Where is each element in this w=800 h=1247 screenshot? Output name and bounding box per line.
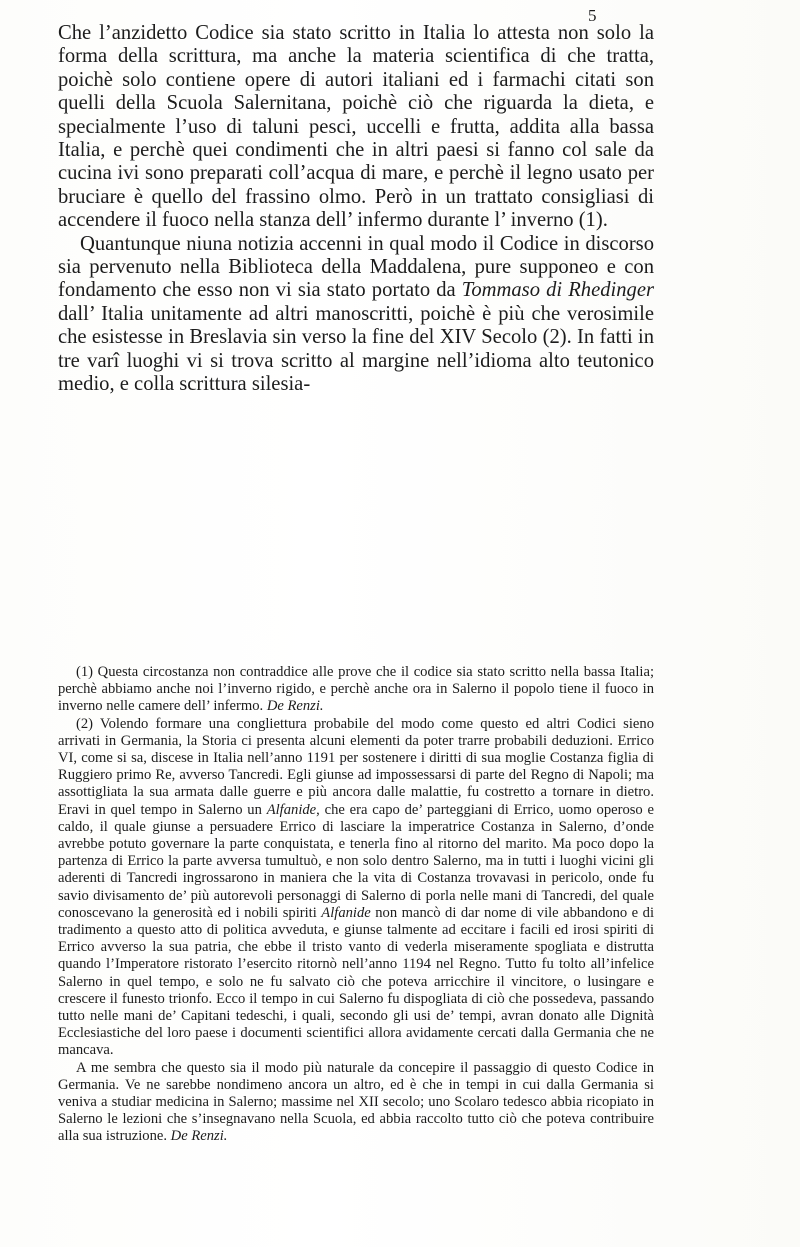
- paragraph-2-text-start: Quantunque niuna notizia accenni in qual modo il Codice in discorso sia pervenuto nella Biblioteca della Maddalena, pure supponeo e con fondamento che esso non vi sia stato portato da: [58, 232, 654, 302]
- footnote-2-continued: [58, 1060, 654, 1146]
- page-number: 5: [588, 6, 597, 25]
- paragraph-1-text: Che l’anzidetto Codice sia stato scritto in Italia lo attesta non solo la forma della scrittura, ma anche la materia scientifica di che tratta, poichè solo contiene opere di autori italiani ed i farmachi citati son quelli della Scuola Salernitana, poichè ciò che riguarda la dieta, e specialmente l’uso di taluni pesci, uccelli e frutta, addita alla bassa Italia, e perchè quei condimenti che in altri paesi si fanno col sale da cucina ivi sono preparati coll’acqua di mare, e perchè il legno usato per bruciare è quello del frassino olmo. Però in un trattato consigliasi di accendere il fuoco nella stanza dell’ infermo durante l’ inverno (1).: [58, 22, 654, 232]
- person-name-alfanide: Alfanide: [266, 801, 317, 818]
- footnote-1-text: (1) Questa circostanza non contraddice alle prove che il codice sia stato scritto nella bassa Italia; perchè abbiamo anche noi l’inverno rigido, e perchè anche ora in Salerno il popolo tiene il fuoco in inverno nelle camere dell’ infermo.: [58, 664, 654, 715]
- footnote-2-text-b: , che era capo de’ parteggiani di Errico, uomo operoso e caldo, il quale giunse a persuadere Errico di lasciare la imperatrice Costanza in Salerno, d’onde avrebbe potuto governare la parte conquistata, e tenerla fino al ritorno del marito. Ma poco dopo la partenza di Errico la parte avversa tumultuò, e non solo dentro Salerno, ma in tutti i luoghi vicini gli aderenti di Tancredi ingrossarono in maniera che la vita di Costanza trovavasi in pericolo, onde fu savio divisamento de’ più autorevoli personaggi di Salerno di porla nelle mani di Tancredi, del quale conoscevano la generosità ed i nobili spiriti: [58, 801, 655, 921]
- footnotes: [58, 664, 654, 1146]
- person-name-rhedinger: Tommaso di Rhedinger: [461, 279, 654, 302]
- paragraph-2-text-end: dall’ Italia unitamente ad altri manoscritti, poichè è più che verosimile che esistesse in Breslavia sin verso la fine del XIV Secolo (2). In fatti in tre varî luoghi vi si trova scritto al margine nell’idioma alto teutonico medio, e colla scrittura silesia-: [58, 302, 654, 396]
- footnote-2-continued-text: A me sembra che questo sia il modo più naturale da concepire il passaggio di questo Codice in Germania. Ve ne sarebbe nondimeno ancora un altro, ed è che in tempi in cui dalla Germania si veniva a studiar medicina in Salerno; massime nel XII secolo; uno Scolaro tedesco abbia ricopiato in Salerno le lezioni che s’insegnavano nella Scuola, ed abbia raccolto tutto ciò che poteva contribuire alla sua istruzione.: [58, 1059, 654, 1145]
- footnote-2-text-c: non mancò di dar nome di vile abbandono e di tradimento a questo atto di politica avveduta, e giunse talmente ad eccitare i facili ed irosi spiriti di Errico avverso la sua patria, che ebbe il tristo vanto di vederla miseramente spogliata e distrutta quando l’Imperatore ristorato l’esercito ritornò nell’anno 1194 nel Regno. Tutto fu tolto all’infelice Salerno in quel tempo, e solo ne fu salvato ciò che poteva arricchire il vincitore, o lusingare e crescere il funesto trionfo. Ecco il tempo in cui Salerno fu dispogliata di ciò che possedeva, passando tutto nelle mani de’ Capitani tedeschi, i quali, secondo gli usi de’ tempi, avran donato alle Dignità Ecclesiastiche del loro paese i documenti scientifici allora avidamente cercati dalla Germania che ne mancava.: [58, 904, 655, 1059]
- footnote-2-citation: De Renzi.: [170, 1128, 228, 1145]
- footnote-1-citation: De Renzi.: [266, 698, 324, 715]
- main-text: [58, 22, 654, 397]
- paragraph-2: [58, 233, 654, 397]
- footnote-2: [58, 716, 654, 1060]
- footnote-1: [58, 664, 654, 716]
- person-name-alfanide-second: Alfanide: [321, 904, 371, 921]
- footnote-2-text-a: (2) Volendo formare una congliettura probabile del modo come questo ed altri Codici sieno arrivati in Germania, la Storia ci presenta alcuni elementi da poter trarre probabili deduzioni. Errico VI, come si sa, discese in Italia nell’anno 1191 per sostenere i diritti di sua moglie Costanza figlia di Ruggiero primo Re, avverso Tancredi. Egli giunse ad impossessarsi di parte del Regno di Napoli; ma assottigliata la sua armata dalle guerre e più ancora dalle malattie, fu costretto a tornare in dietro. Eravi in quel tempo in Salerno un: [58, 715, 654, 818]
- paragraph-1: [58, 22, 654, 233]
